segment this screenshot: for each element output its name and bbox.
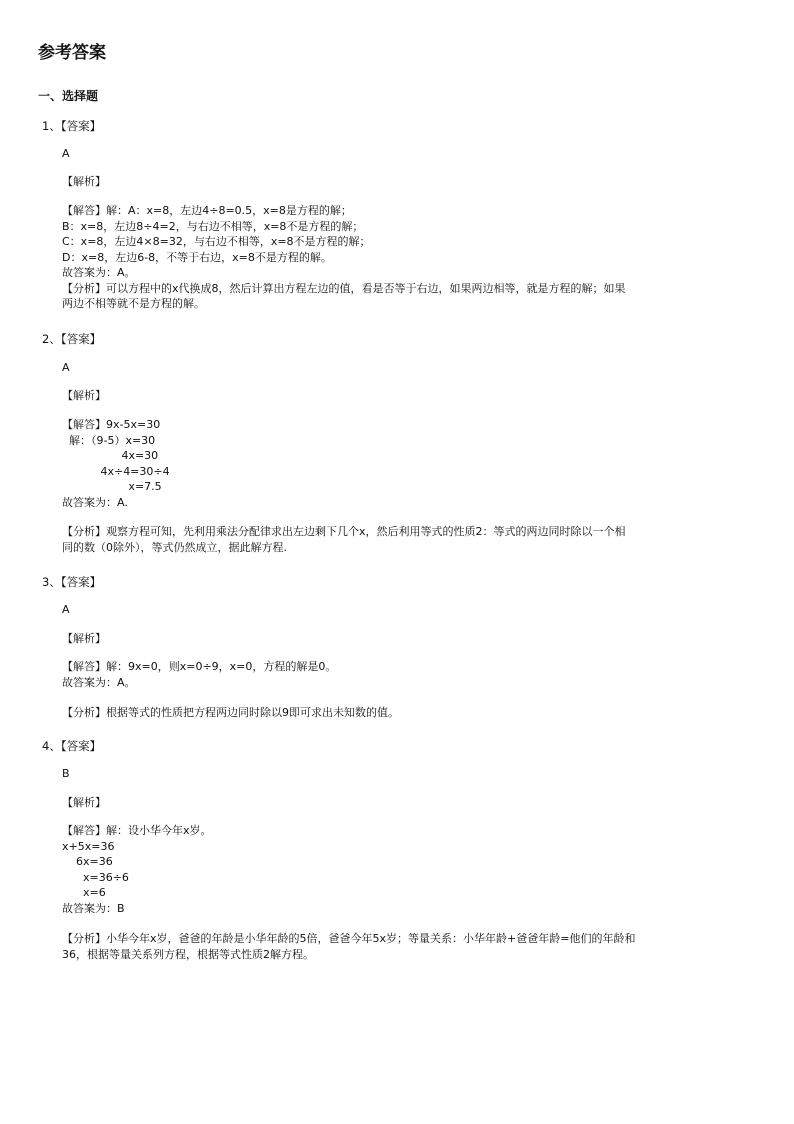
question-2-answer: A [62,361,70,374]
question-3-analysis [62,705,752,721]
question-2-header [42,331,101,347]
solution-line: 故答案为：A。 [62,675,136,689]
section-heading: 一、选择题 [38,89,99,103]
analysis-line: 【分析】小华今年x岁，爸爸的年龄是小华年龄的5倍，爸爸今年5x岁；等量关系：小华年龄+爸爸年龄=他们的年龄和 [62,932,636,945]
solution-line: x+5x=36 [62,839,115,853]
solution-line: 4x=30 [62,449,159,462]
analysis-line: 【分析】观察方程可知，先利用乘法分配律求出左边剩下几个x，然后利用等式的性质2：等式的两边同时除以一个相 [62,525,626,538]
solution-line: D：x=8，左边6-8，不等于右边，x=8不是方程的解。 [62,250,332,264]
question-2-analysis [62,524,752,555]
answer-tag: 【答案】 [60,575,102,589]
analysis-line: 同的数（0除外），等式仍然成立，据此解方程. [62,540,287,554]
solution-line: 故答案为：A. [62,495,128,509]
solution-line: 【解答】解：9x=0，则x=0÷9，x=0，方程的解是0。 [62,660,337,673]
question-2-analysis-tag: 【解析】 [62,389,106,402]
question-2-solution [62,417,752,510]
answer-tag: 【答案】 [60,739,102,753]
question-4-header [42,738,101,754]
solution-line: 6x=36 [62,855,113,868]
question-4-solution [62,823,752,916]
question-1-answer: A [62,147,70,160]
question-number: 4、 [42,739,61,753]
question-3-analysis-tag: 【解析】 [62,632,106,645]
solution-line: x=6 [62,886,106,899]
solution-line: 【解答】解：设小华今年x岁。 [62,824,212,837]
solution-line: 4x÷4=30÷4 [62,464,170,478]
question-1-header [42,118,101,134]
solution-line: 故答案为：A。 [62,266,136,279]
answer-tag: 【答案】 [60,332,102,346]
question-number: 3、 [42,575,61,589]
analysis-line: 两边不相等就不是方程的解。 [62,297,205,310]
question-1-solution [62,203,752,312]
solution-line: 【解答】9x-5x=30 [62,418,161,431]
question-4-analysis [62,931,752,962]
page-title: 参考答案 [38,43,106,63]
solution-line: C：x=8，左边4×8=32，与右边不相等，x=8不是方程的解； [62,235,371,248]
analysis-line: 【分析】根据等式的性质把方程两边同时除以9即可求出未知数的值。 [62,706,399,719]
question-3-header [42,574,101,590]
analysis-line: 【分析】可以方程中的x代换成8，然后计算出方程左边的值，看是否等于右边，如果两边相等，就是方程的解；如果 [62,281,626,295]
question-1-analysis-tag: 【解析】 [62,175,106,188]
solution-line: B：x=8，左边8÷4=2，与右边不相等，x=8不是方程的解； [62,219,364,233]
question-number: 1、 [42,119,61,133]
question-4-analysis-tag: 【解析】 [62,796,106,809]
answer-tag: 【答案】 [60,119,102,133]
question-3-answer: A [62,603,70,616]
solution-line: 【解答】解：A：x=8，左边4÷8=0.5，x=8是方程的解； [62,204,352,217]
analysis-line: 36，根据等量关系列方程，根据等式性质2解方程。 [62,947,314,961]
question-4-answer: B [62,767,70,780]
solution-line: x=7.5 [62,480,162,493]
question-number: 2、 [42,332,61,346]
solution-line: 解：（9-5）x=30 [62,433,156,447]
question-3-solution [62,659,752,690]
solution-line: x=36÷6 [62,870,129,884]
solution-line: 故答案为：B [62,901,125,915]
